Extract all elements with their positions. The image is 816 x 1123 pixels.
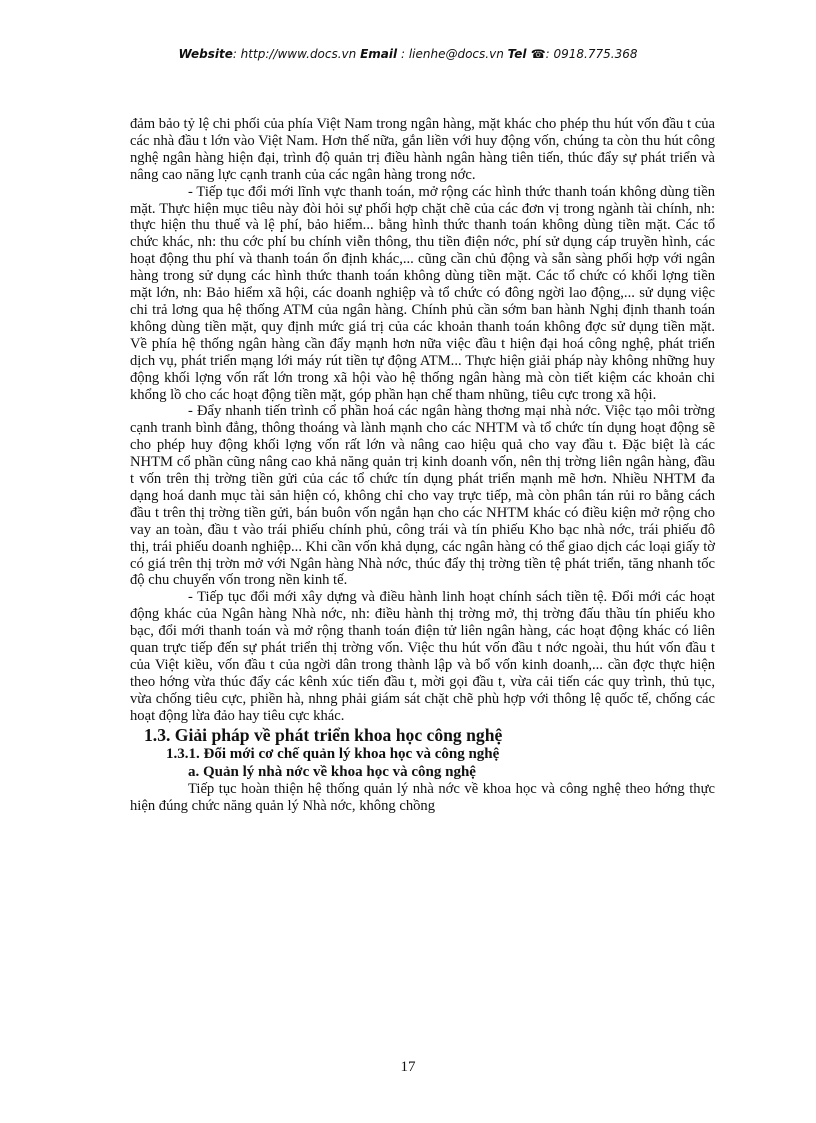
paragraph-2: - Tiếp tục đổi mới lĩnh vực thanh toán, mở rộng các hình thức thanh toán không dùng tiền mặt. Thực hiện mục tiêu này đòi hỏi sự phối hợp chặt chẽ của các đơn vị trong ngành tài chính, nh: thực hiện thu thuế và lệ phí, bảo hiểm... bằng hình thức thanh toán không dùng tiền mặt. Các tổ chức khác, nh: thu cớc phí bu chính viễn thông, thu tiền điện nớc, phí sử dụng cáp truyền hình, các hoạt động thu phí và thanh toán ổn định khác,... cũng cần chủ động và sẵn sàng phối hợp với ngân hàng trong sử dụng các hình thức thanh toán không dùng tiền mặt. Các tổ chức có khối lợng tiền mặt lớn, nh: Bảo hiểm xã hội, các doanh nghiệp và tổ chức có đông ngời lao động,... sử dụng việc chi trả lơng qua hệ thống ATM của ngân hàng. Chính phủ cần sớm ban hành Nghị định thanh toán không dùng tiền mặt, quy định mức giá trị của các khoản thanh toán không đợc sử dụng tiền mặt. Về phía hệ thống ngân hàng cần đẩy mạnh hơn nữa việc đầu t hiện đại hoá công nghệ, phát triển dịch vụ, phát triển mạng lới máy rút tiền tự động ATM... Thực hiện giải pháp này không những huy động khối lợng vốn rất lớn trong xã hội vào hệ thống ngân hàng mà còn tiết kiệm các khoản chi khổng lồ cho các hoạt động tiền mặt, góp phần hạn chế tham nhũng, tiêu cực trong xã hội. [130,183,715,403]
paragraph-1: đảm bảo tỷ lệ chi phối của phía Việt Nam trong ngân hàng, mặt khác cho phép thu hút vốn đầu t của các nhà đầu t lớn vào Việt Nam. Hơn thế nữa, gắn liền với huy động vốn, chúng ta còn thu hút công nghệ ngân hàng hiện đại, trình độ quản trị điều hành ngân hàng tiên tiến, thúc đẩy sự phát triển và nâng cao năng lực cạnh tranh của các ngân hàng trong nớc. [130,116,715,183]
page-header [0,47,816,61]
subsection-heading: 1.3.1. Đổi mới cơ chế quản lý khoa học và công nghệ [166,745,500,762]
document-body [130,116,715,814]
website-label: Website [178,47,233,61]
page-number: 17 [400,1059,416,1075]
section-heading: 1.3. Giải pháp về phát triển khoa học công nghệ [144,724,503,745]
website-value: : http://www.docs.vn [232,47,357,61]
tel-label: Tel ☎ [507,47,546,61]
tel-value: : 0918.775.368 [545,47,638,61]
paragraph-4: - Tiếp tục đổi mới xây dựng và điều hành linh hoạt chính sách tiền tệ. Đổi mới các hoạt động khác của Ngân hàng Nhà nớc, nh: điều hành thị trờng mở, thị trờng đấu thầu tín phiếu kho bạc, đổi mới thanh toán và mở rộng thanh toán điện tử liên ngân hàng, các hoạt động khác có liên quan trực tiếp đến sự phát triển thị trờng vốn. Việc thu hút vốn đầu t nớc ngoài, thu hút vốn đầu t của Việt kiều, vốn đầu t của ngời dân trong thành lập và bổ vốn kinh doanh,... cần đợc thực hiện theo hớng vừa thúc đẩy các kênh xúc tiến đầu t, mời gọi đầu t, vừa cải tiến các quy trình, thủ tục, vừa chống tiêu cực, phiền hà, nhng phải giám sát chặt chẽ phù hợp với thông lệ quốc tế, chống các hoạt động lừa đảo hay tiêu cực khác. [130,589,715,724]
email-value: : lienhe@docs.vn [400,47,504,61]
email-label: Email [360,47,398,61]
paragraph-3: - Đẩy nhanh tiến trình cổ phần hoá các ngân hàng thơng mại nhà nớc. Việc tạo môi trờng cạnh tranh bình đẳng, thông thoáng và lành mạnh cho các NHTM và tổ chức tín dụng hoạt động sẽ cho phép huy động khối lợng vốn rất lớn và nâng cao hiệu quả cho vay đầu t. Đặc biệt là các NHTM cổ phần cũng nâng cao khả năng quản trị kinh doanh vốn, nên thị trờng liên ngân hàng, đầu t vốn trên thị trờng tiền gửi của các tổ chức tín dụng phát triển mạnh mẽ hơn. Nhiều NHTM đa dạng hoá danh mục tài sản hiện có, không chỉ cho vay trực tiếp, mà còn phân tán rủi ro bằng cách đầu t trên thị trờng tiền gửi, bán buôn vốn ngắn hạn cho các NHTM khác có điều kiện mở rộng cho vay an toàn, đầu t vào trái phiếu chính phủ, công trái và tín phiếu Kho bạc nhà nớc, trái phiếu đô thị, trái phiếu doanh nghiệp... Khi cần vốn khả dụng, các ngân hàng có thể giao dịch các loại giấy tờ có giá trên thị trờn mở với Ngân hàng Nhà nớc, thúc đẩy thị trờng tiền tệ phát triển, tăng nhanh tốc độ chu chuyển vốn trong nền kinh tế. [130,403,715,589]
paragraph-5: Tiếp tục hoàn thiện hệ thống quản lý nhà nớc về khoa học và công nghệ theo hớng thực hiện đúng chức năng quản lý Nhà nớc, không chồng [130,780,715,814]
subsubsection-heading: a. Quản lý nhà nớc về khoa học và công nghệ [188,763,476,780]
